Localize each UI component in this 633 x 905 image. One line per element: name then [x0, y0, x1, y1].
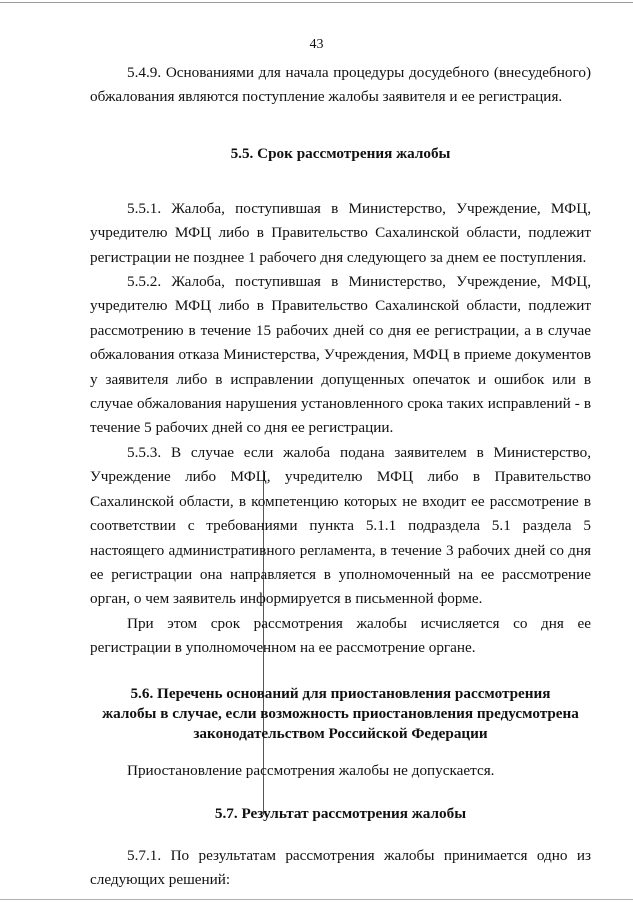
paragraph-5-7-1: 5.7.1. По результатам рассмотрения жалобы принимается одно из следующих решений: — [90, 846, 591, 889]
paragraph-5-5-3: 5.5.3. В случае если жалоба подана заявителем в Министерство, Учреждение либо МФЦ, учредителю МФЦ либо в Правительство Сахалинской области, в компетенцию которых не входит ее рассмотрение в соответствии с требованиями пункта 5.1.1 подраздела 5.1 раздела 5 настоящего административного регламента, в течение 3 рабочих дней со дня ее регистрации она направляется в уполномоченный на ее рассмотрение орган, о чем заявитель информируется в письменной форме. — [90, 443, 591, 608]
heading-5-5: 5.5. Срок рассмотрения жалобы — [230, 144, 451, 162]
scan-edge-line — [0, 2, 633, 3]
scan-edge-line — [0, 899, 633, 900]
paragraph-suspension: Приостановление рассмотрения жалобы не допускается. — [127, 761, 495, 779]
heading-5-7: 5.7. Результат рассмотрения жалобы — [214, 804, 467, 822]
heading-5-6-line1: 5.6. Перечень оснований для приостановления рассмотрения — [130, 684, 551, 702]
paragraph-5-5-1: 5.5.1. Жалоба, поступившая в Министерство, Учреждение, МФЦ, учредителю МФЦ либо в Правительство Сахалинской области, подлежит регистрации не позднее 1 рабочего дня следующего за днем ее поступления. — [90, 199, 591, 266]
heading-5-6-line3: законодательством Российской Федерации — [193, 724, 488, 742]
paragraph-5-5-2: 5.5.2. Жалоба, поступившая в Министерство, Учреждение, МФЦ, учредителю МФЦ либо в Правительство Сахалинской области, подлежит рассмотрению в течение 15 рабочих дней со дня ее регистрации, а в случае обжалования отказа Министерства, Учреждения, МФЦ в приеме документов у заявителя либо в исправлении допущенных опечаток и ошибок или в случае обжалования нарушения установленного срока таких исправлений - в течение 5 рабочих дней со дня ее регистрации. — [90, 273, 591, 437]
heading-5-6-line2: жалобы в случае, если возможность приостановления предусмотрена — [102, 704, 579, 722]
page-number: 43 — [309, 37, 324, 52]
document-body — [90, 61, 591, 893]
paragraph-review-term: При этом срок рассмотрения жалобы исчисляется со дня ее регистрации в уполномоченном на ее рассмотрение органе. — [90, 614, 591, 657]
paragraph-5-4-9: 5.4.9. Основаниями для начала процедуры досудебного (внесудебного) обжалования являются поступление жалобы заявителя и ее регистрация. — [90, 64, 591, 106]
